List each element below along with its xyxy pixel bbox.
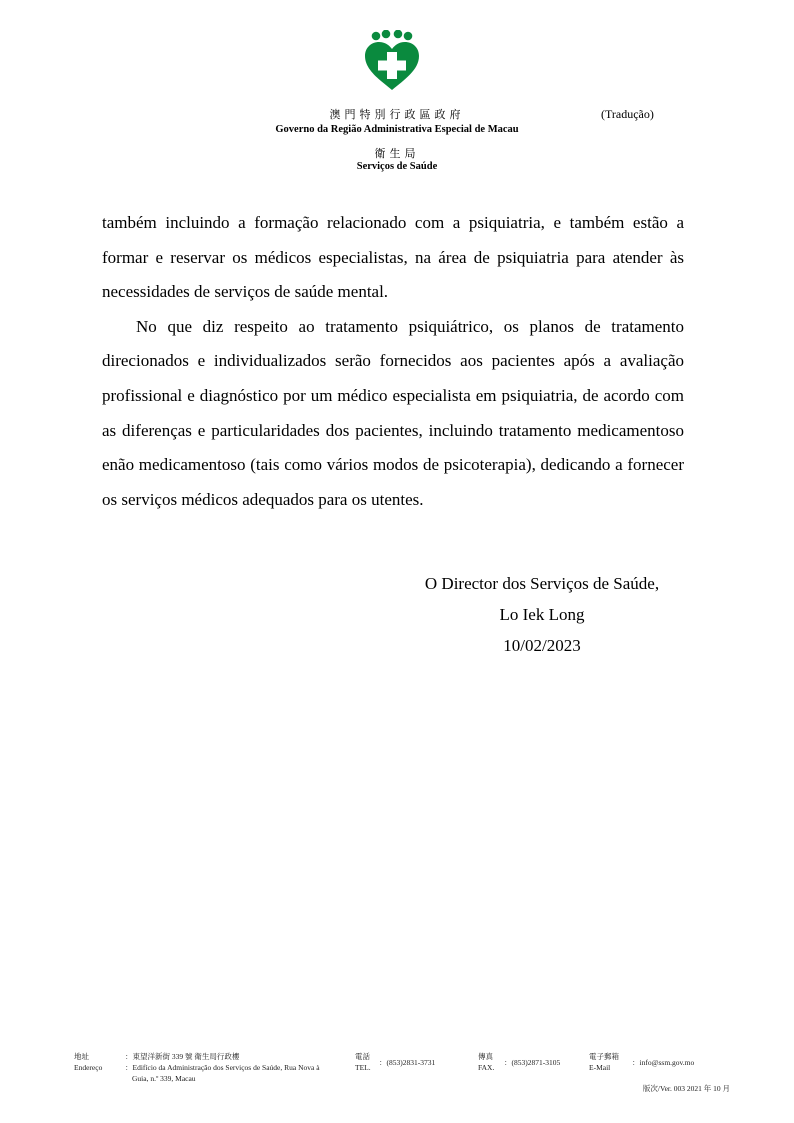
footer-fax: ：(853)2871-3105 [504,1058,561,1067]
body-paragraph: No que diz respeito ao tratamento psiquiátrico, os planos de tratamento direcionados e individualizados serão fornecidos aos pacientes após a avaliação profissional e diagnóstico por um médico especialista em psiquiatria, de acordo com as diferenças e particularidades dos pacientes, incluindo tratamento medicamentoso enão medicamentoso (tais como vários modos de psicoterapia), dedicando a fornecer os serviços médicos adequados para os utentes. [102,316,684,509]
footer-email-label: 電子郵箱 E-Mail [589,1052,619,1072]
document-version: 版次/Ver. 003 2021 年 10 月 [642,1084,730,1093]
department-name-portuguese: Serviços de Saúde [356,161,438,172]
government-name-portuguese: Governo da Região Administrativa Especial de Macau [275,124,519,135]
letter-body [102,206,684,517]
signatory-title: O Director dos Serviços de Saúde, [424,574,660,593]
body-paragraph: também incluindo a formação relacionado com a psiquiatria, e também estão a formar e reservar os médicos especialistas, na área de psiquiatria para atender às necessidades de serviços de saúde mental. [102,213,684,302]
footer-address: ：東望洋新街 339 號 衛生局行政樓 ：Edifício da Administração dos Serviços de Saúde, Rua Nova à Guia, n.º 339, Macau [125,1052,320,1083]
footer-fax-label: 傳真 FAX. [478,1052,495,1072]
footer-tel: ：(853)2831-3731 [379,1058,436,1067]
government-name-chinese: 澳門特別行政區政府 [329,108,465,121]
footer-tel-label: 電話 TEL. [355,1052,371,1072]
department-name-chinese: 衛生局 [374,147,420,160]
signatory-name: Lo Iek Long [499,605,585,624]
signature-date: 10/02/2023 [503,636,581,655]
translation-note: (Tradução) [601,107,654,121]
footer-address-label: 地址 Endereço [74,1052,103,1072]
signature-block [402,568,682,661]
footer-email: ：info@ssm.gov.mo [632,1058,695,1067]
health-services-logo-icon [362,30,422,92]
